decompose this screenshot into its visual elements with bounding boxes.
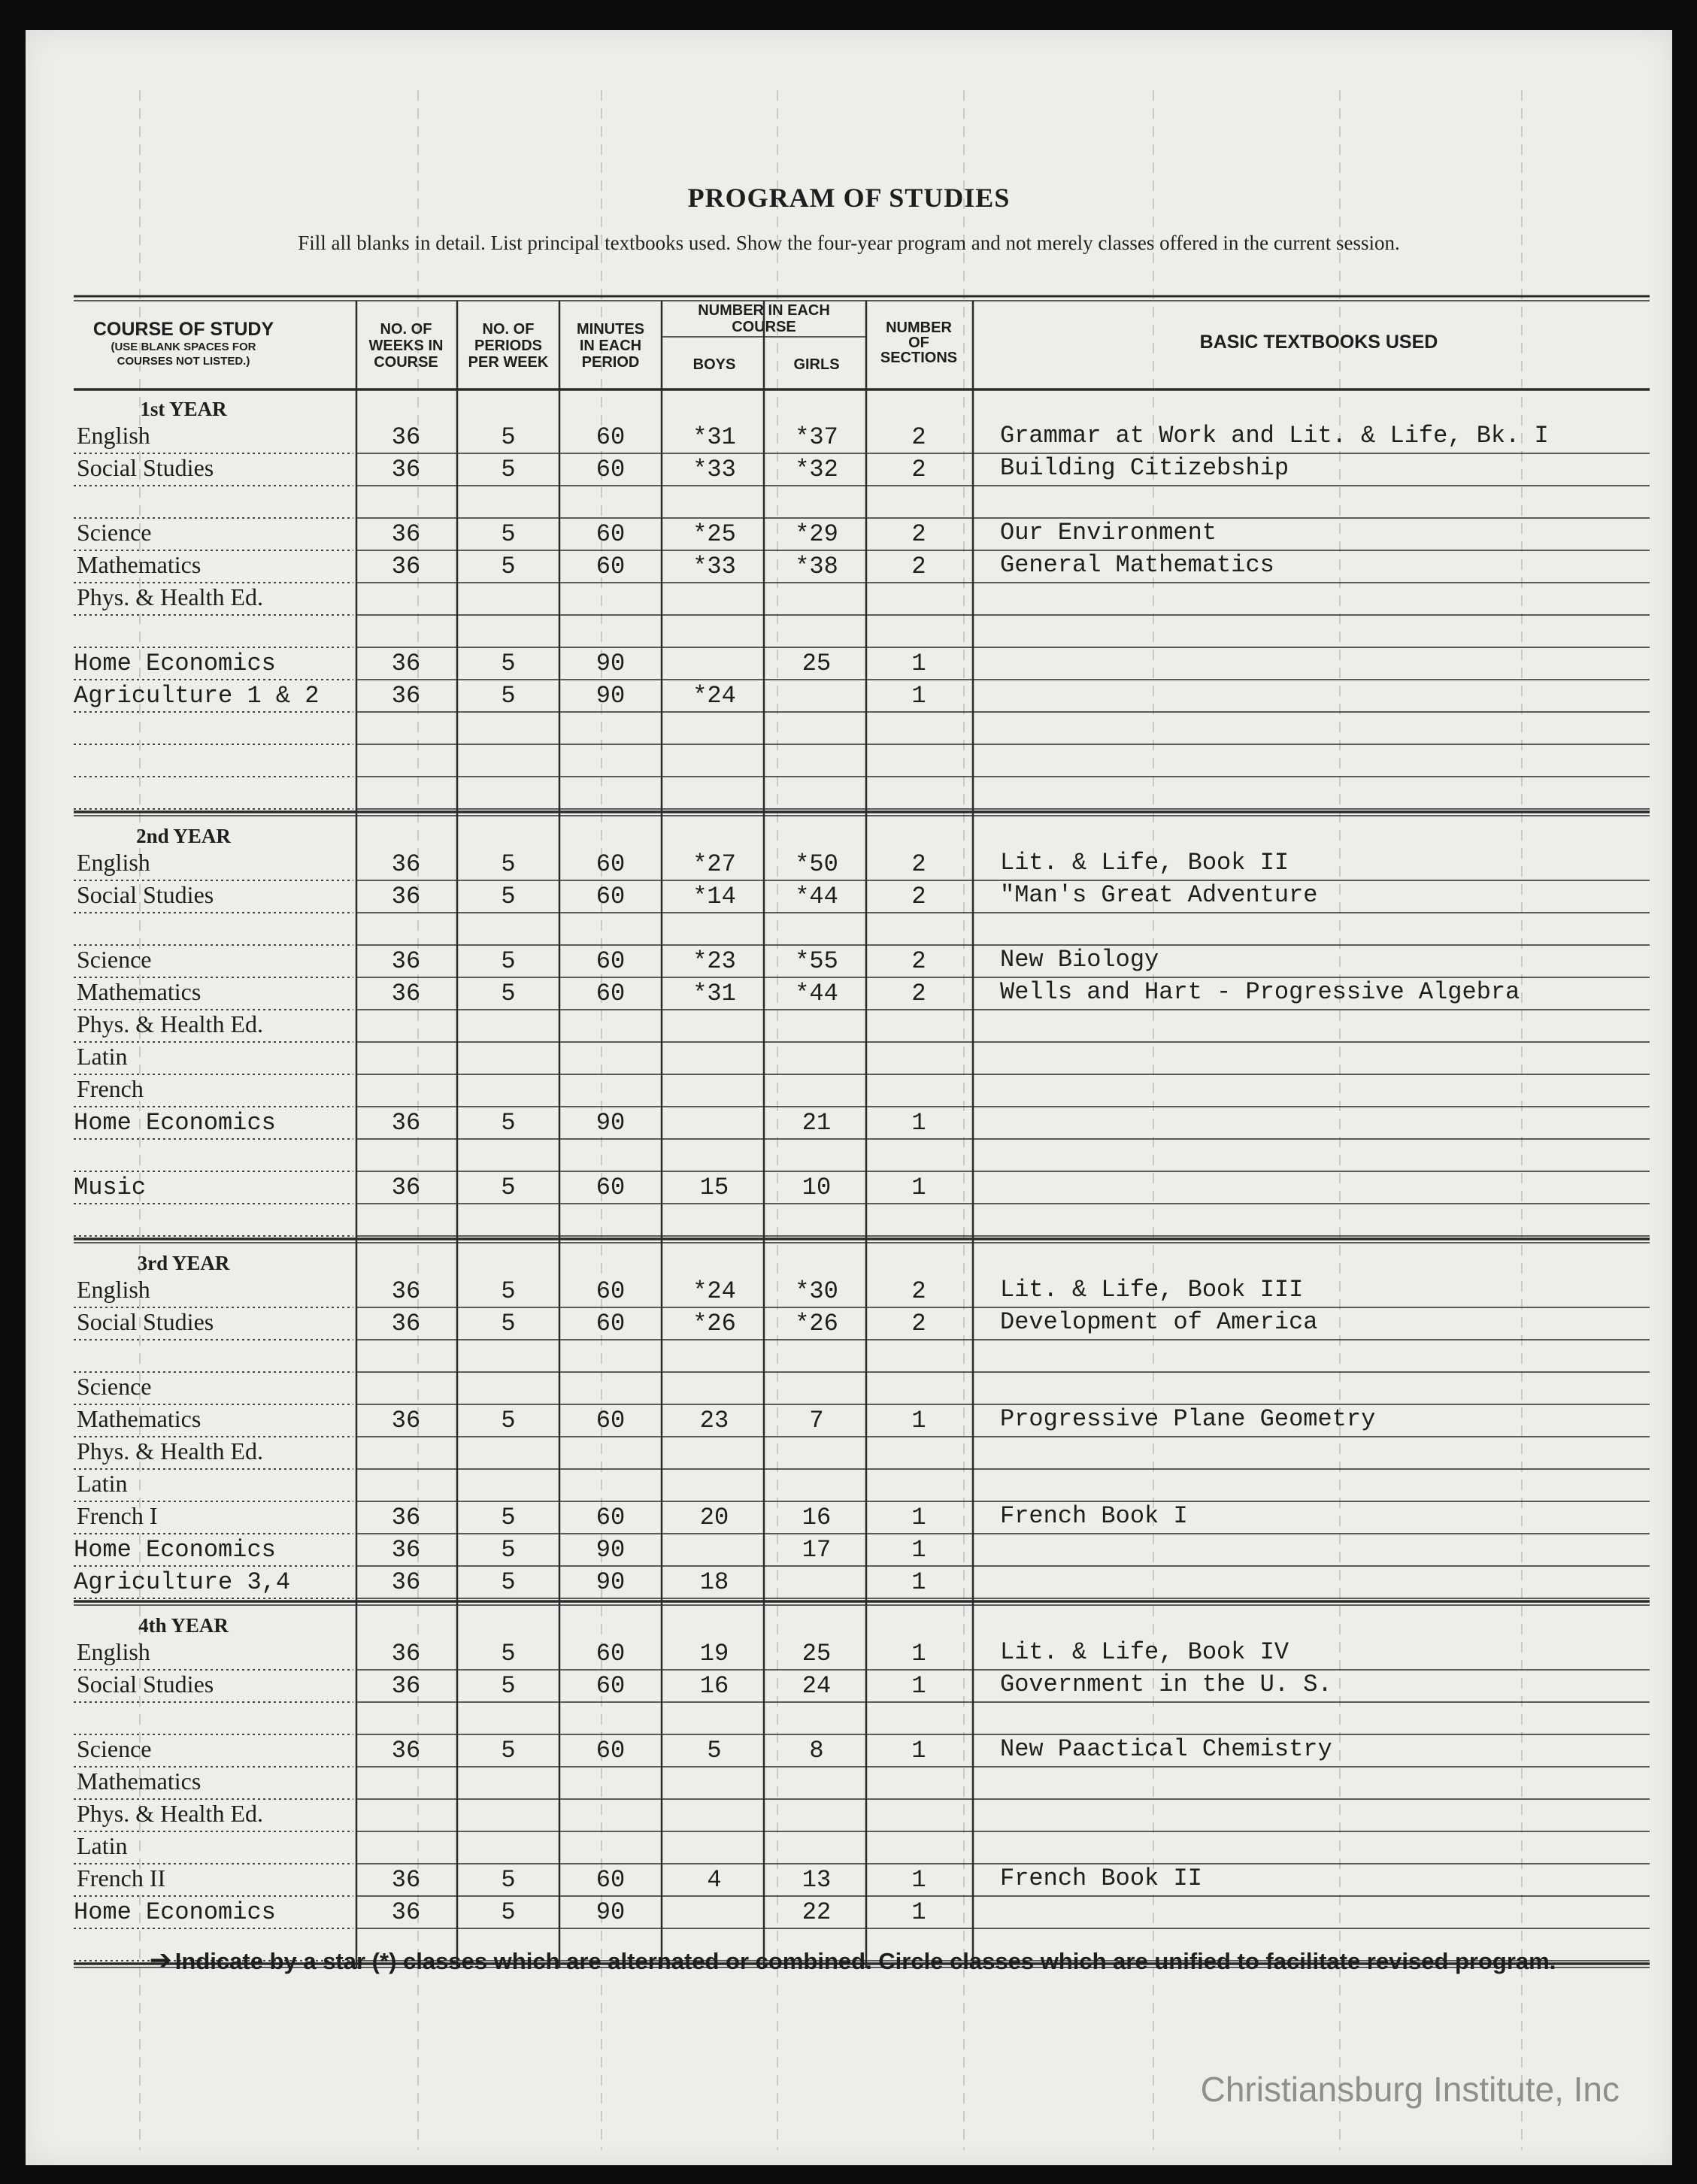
cell-textbook: Government in the U. S. bbox=[1000, 1671, 1332, 1698]
course-name-typed: Home Economics bbox=[74, 1109, 276, 1137]
cell-periods: 5 bbox=[501, 1310, 516, 1337]
cell-boys: *23 bbox=[692, 947, 736, 975]
program-table bbox=[74, 265, 1653, 1980]
cell-weeks: 36 bbox=[391, 650, 421, 677]
cell-minutes: 60 bbox=[595, 520, 626, 548]
cell-periods: 5 bbox=[501, 1737, 516, 1764]
cell-minutes: 60 bbox=[595, 1672, 626, 1700]
course-name: French II bbox=[77, 1864, 166, 1892]
table-header bbox=[93, 302, 1438, 373]
cell-girls: 22 bbox=[802, 1898, 832, 1926]
form-instructions: Fill all blanks in detail. List principal textbooks used. Show the four-year program and not merely classes offered in the current session. bbox=[298, 232, 1400, 254]
course-name: English bbox=[77, 422, 150, 449]
cell-girls: 8 bbox=[809, 1737, 824, 1764]
cell-weeks: 36 bbox=[391, 1174, 421, 1201]
cell-boys: *26 bbox=[692, 1310, 736, 1337]
col-header-periods-3: PER WEEK bbox=[468, 354, 549, 371]
cell-weeks: 36 bbox=[391, 1866, 421, 1894]
cell-boys: *31 bbox=[692, 423, 736, 451]
cell-weeks: 36 bbox=[391, 1536, 421, 1564]
col-header-weeks-3: COURSE bbox=[374, 354, 438, 371]
course-name: French bbox=[77, 1075, 144, 1102]
year-label: 3rd YEAR bbox=[137, 1252, 230, 1274]
cell-textbook: Development of America bbox=[1000, 1308, 1318, 1336]
cell-girls: *29 bbox=[795, 520, 838, 548]
cell-weeks: 36 bbox=[391, 1277, 421, 1305]
course-name-typed: Home Economics bbox=[74, 1536, 276, 1564]
cell-periods: 5 bbox=[501, 850, 516, 878]
cell-minutes: 60 bbox=[595, 553, 626, 580]
cell-periods: 5 bbox=[501, 980, 516, 1007]
cell-minutes: 60 bbox=[595, 1174, 626, 1201]
cell-boys: *14 bbox=[692, 883, 736, 910]
cell-boys: *24 bbox=[692, 682, 736, 710]
cell-boys: *33 bbox=[692, 456, 736, 483]
course-name: English bbox=[77, 1276, 150, 1303]
cell-textbook: New Paactical Chemistry bbox=[1000, 1735, 1332, 1763]
cell-textbook: General Mathematics bbox=[1000, 551, 1274, 579]
cell-minutes: 60 bbox=[595, 1737, 626, 1764]
course-name: French I bbox=[77, 1502, 158, 1529]
cell-periods: 5 bbox=[501, 1536, 516, 1564]
cell-weeks: 36 bbox=[391, 1568, 421, 1596]
cell-sections: 1 bbox=[911, 1407, 926, 1434]
cell-textbook: French Book II bbox=[1000, 1864, 1202, 1892]
arrow-right-icon: ➔ bbox=[149, 1944, 172, 1975]
course-name: Social Studies bbox=[77, 1308, 214, 1335]
cell-boys: 19 bbox=[699, 1640, 729, 1668]
cell-sections: 1 bbox=[911, 1174, 926, 1201]
cell-sections: 2 bbox=[911, 520, 926, 548]
col-header-course: COURSE OF STUDY bbox=[92, 319, 274, 340]
program-table-grid bbox=[74, 265, 1653, 1976]
cell-minutes: 60 bbox=[595, 423, 626, 451]
col-header-sections-3: SECTIONS bbox=[880, 350, 958, 366]
cell-girls: *50 bbox=[795, 850, 838, 878]
table-rules bbox=[74, 296, 1650, 1968]
course-name: Science bbox=[77, 519, 152, 546]
course-name-typed: Home Economics bbox=[74, 650, 276, 677]
cell-boys: *25 bbox=[692, 520, 736, 548]
cell-girls: 7 bbox=[809, 1407, 824, 1434]
table-body bbox=[74, 398, 1549, 1926]
cell-girls: *37 bbox=[795, 423, 838, 451]
cell-periods: 5 bbox=[501, 423, 516, 451]
col-header-textbooks: BASIC TEXTBOOKS USED bbox=[1199, 332, 1438, 353]
cell-weeks: 36 bbox=[391, 1737, 421, 1764]
cell-sections: 2 bbox=[911, 980, 926, 1007]
cell-boys: 18 bbox=[699, 1568, 729, 1596]
cell-sections: 1 bbox=[911, 682, 926, 710]
cell-girls: *38 bbox=[795, 553, 838, 580]
cell-textbook: Progressive Plane Geometry bbox=[1000, 1405, 1376, 1433]
cell-minutes: 60 bbox=[595, 883, 626, 910]
col-header-weeks-1: NO. OF bbox=[380, 321, 432, 338]
cell-periods: 5 bbox=[501, 553, 516, 580]
course-name: English bbox=[77, 1638, 150, 1665]
cell-textbook: "Man's Great Adventure bbox=[1000, 881, 1318, 909]
cell-minutes: 60 bbox=[595, 850, 626, 878]
cell-sections: 1 bbox=[911, 1109, 926, 1137]
course-name-typed: Agriculture 3,4 bbox=[74, 1568, 291, 1596]
cell-minutes: 60 bbox=[595, 1407, 626, 1434]
course-name: Social Studies bbox=[77, 454, 214, 481]
cell-boys: 23 bbox=[699, 1407, 729, 1434]
cell-periods: 5 bbox=[501, 1898, 516, 1926]
cell-boys: 16 bbox=[699, 1672, 729, 1700]
cell-textbook: New Biology bbox=[1000, 946, 1159, 974]
col-header-sections-1: NUMBER bbox=[886, 320, 952, 336]
cell-sections: 1 bbox=[911, 1866, 926, 1894]
cell-minutes: 60 bbox=[595, 1310, 626, 1337]
cell-girls: *55 bbox=[795, 947, 838, 975]
footnote-text: Indicate by a star (*) classes which are alternated or combined. Circle classes which are unified to facilitate revised program. bbox=[174, 1948, 1556, 1974]
cell-sections: 1 bbox=[911, 1568, 926, 1596]
cell-sections: 1 bbox=[911, 1640, 926, 1668]
footnote bbox=[71, 1946, 1635, 1976]
cell-minutes: 60 bbox=[595, 980, 626, 1007]
col-header-minutes-1: MINUTES bbox=[577, 321, 644, 338]
cell-girls: 10 bbox=[802, 1174, 832, 1201]
cell-periods: 5 bbox=[501, 1277, 516, 1305]
cell-weeks: 36 bbox=[391, 980, 421, 1007]
cell-textbook: French Book I bbox=[1000, 1502, 1188, 1530]
cell-boys: 4 bbox=[707, 1866, 722, 1894]
cell-minutes: 90 bbox=[595, 1109, 626, 1137]
cell-sections: 2 bbox=[911, 947, 926, 975]
col-header-course-note2: COURSES NOT LISTED.) bbox=[117, 355, 250, 368]
cell-weeks: 36 bbox=[391, 1109, 421, 1137]
cell-periods: 5 bbox=[501, 520, 516, 548]
cell-sections: 1 bbox=[911, 1898, 926, 1926]
course-name: Mathematics bbox=[77, 551, 202, 578]
cell-boys: 20 bbox=[699, 1504, 729, 1531]
cell-periods: 5 bbox=[501, 1640, 516, 1668]
course-name: Latin bbox=[77, 1470, 128, 1497]
col-header-course-note1: (USE BLANK SPACES FOR bbox=[111, 341, 256, 353]
cell-sections: 1 bbox=[911, 650, 926, 677]
cell-girls: *32 bbox=[795, 456, 838, 483]
course-name: Phys. & Health Ed. bbox=[77, 1800, 263, 1827]
cell-periods: 5 bbox=[501, 1407, 516, 1434]
course-name: Latin bbox=[77, 1832, 128, 1859]
course-name: Mathematics bbox=[77, 1405, 202, 1432]
cell-boys: 15 bbox=[699, 1174, 729, 1201]
course-name: Phys. & Health Ed. bbox=[77, 1437, 263, 1465]
cell-periods: 5 bbox=[501, 1174, 516, 1201]
cell-girls: *26 bbox=[795, 1310, 838, 1337]
cell-textbook: Our Environment bbox=[1000, 519, 1217, 547]
course-name: English bbox=[77, 849, 150, 876]
col-header-periods-1: NO. OF bbox=[482, 321, 535, 338]
col-header-boys: BOYS bbox=[692, 356, 736, 373]
cell-weeks: 36 bbox=[391, 850, 421, 878]
col-header-sections-2: OF bbox=[908, 335, 929, 351]
cell-minutes: 60 bbox=[595, 1504, 626, 1531]
cell-sections: 2 bbox=[911, 423, 926, 451]
cell-periods: 5 bbox=[501, 1866, 516, 1894]
cell-minutes: 90 bbox=[595, 1568, 626, 1596]
col-header-number-1: NUMBER IN EACH bbox=[698, 302, 830, 319]
course-name-typed: Music bbox=[74, 1174, 147, 1201]
cell-girls: 25 bbox=[802, 650, 832, 677]
cell-weeks: 36 bbox=[391, 1640, 421, 1668]
cell-sections: 2 bbox=[911, 883, 926, 910]
cell-periods: 5 bbox=[501, 883, 516, 910]
cell-sections: 2 bbox=[911, 1310, 926, 1337]
cell-weeks: 36 bbox=[391, 1672, 421, 1700]
cell-boys: *31 bbox=[692, 980, 736, 1007]
cell-weeks: 36 bbox=[391, 1898, 421, 1926]
col-header-weeks-2: WEEKS IN bbox=[368, 338, 444, 354]
cell-boys: *24 bbox=[692, 1277, 736, 1305]
course-name: Latin bbox=[77, 1043, 128, 1070]
cell-girls: 21 bbox=[802, 1109, 832, 1137]
cell-periods: 5 bbox=[501, 1672, 516, 1700]
col-header-number-2: COURSE bbox=[732, 319, 796, 335]
cell-sections: 2 bbox=[911, 850, 926, 878]
cell-boys: 5 bbox=[707, 1737, 722, 1764]
cell-minutes: 60 bbox=[595, 947, 626, 975]
cell-sections: 1 bbox=[911, 1536, 926, 1564]
cell-girls: 25 bbox=[802, 1640, 832, 1668]
col-header-minutes-2: IN EACH bbox=[579, 338, 642, 354]
cell-minutes: 60 bbox=[595, 456, 626, 483]
cell-girls: 13 bbox=[802, 1866, 832, 1894]
cell-textbook: Building Citizebship bbox=[1000, 454, 1289, 482]
course-name: Phys. & Health Ed. bbox=[77, 1010, 263, 1037]
cell-periods: 5 bbox=[501, 650, 516, 677]
cell-minutes: 90 bbox=[595, 1536, 626, 1564]
cell-textbook: Lit. & Life, Book IV bbox=[1000, 1638, 1289, 1666]
cell-textbook: Grammar at Work and Lit. & Life, Bk. I bbox=[1000, 422, 1549, 450]
cell-weeks: 36 bbox=[391, 1504, 421, 1531]
watermark: Christiansburg Institute, Inc bbox=[1200, 2070, 1620, 2109]
cell-girls: *44 bbox=[795, 980, 838, 1007]
cell-sections: 2 bbox=[911, 553, 926, 580]
cell-girls: 16 bbox=[802, 1504, 832, 1531]
year-label: 4th YEAR bbox=[138, 1614, 229, 1637]
cell-weeks: 36 bbox=[391, 456, 421, 483]
course-name: Science bbox=[77, 1735, 152, 1762]
course-name: Social Studies bbox=[77, 881, 214, 908]
cell-periods: 5 bbox=[501, 947, 516, 975]
cell-minutes: 60 bbox=[595, 1277, 626, 1305]
cell-weeks: 36 bbox=[391, 553, 421, 580]
col-header-periods-2: PERIODS bbox=[474, 338, 543, 354]
cell-girls: *44 bbox=[795, 883, 838, 910]
cell-minutes: 90 bbox=[595, 682, 626, 710]
year-label: 2nd YEAR bbox=[136, 825, 231, 847]
col-header-girls: GIRLS bbox=[793, 356, 840, 373]
cell-weeks: 36 bbox=[391, 682, 421, 710]
cell-periods: 5 bbox=[501, 682, 516, 710]
course-name-typed: Agriculture 1 & 2 bbox=[74, 682, 320, 710]
cell-textbook: Lit. & Life, Book III bbox=[1000, 1276, 1304, 1304]
cell-sections: 1 bbox=[911, 1737, 926, 1764]
form-page bbox=[26, 30, 1672, 2165]
col-header-minutes-3: PERIOD bbox=[581, 354, 640, 371]
cell-weeks: 36 bbox=[391, 1310, 421, 1337]
cell-periods: 5 bbox=[501, 1504, 516, 1531]
cell-weeks: 36 bbox=[391, 947, 421, 975]
cell-boys: *27 bbox=[692, 850, 736, 878]
cell-periods: 5 bbox=[501, 1568, 516, 1596]
cell-minutes: 60 bbox=[595, 1640, 626, 1668]
cell-minutes: 90 bbox=[595, 1898, 626, 1926]
cell-girls: *30 bbox=[795, 1277, 838, 1305]
course-name: Science bbox=[77, 946, 152, 973]
cell-weeks: 36 bbox=[391, 1407, 421, 1434]
cell-girls: 24 bbox=[802, 1672, 832, 1700]
cell-periods: 5 bbox=[501, 1109, 516, 1137]
course-name: Social Studies bbox=[77, 1671, 214, 1698]
cell-girls: 17 bbox=[802, 1536, 832, 1564]
course-name: Mathematics bbox=[77, 978, 202, 1005]
cell-sections: 2 bbox=[911, 1277, 926, 1305]
cell-minutes: 60 bbox=[595, 1866, 626, 1894]
course-name: Phys. & Health Ed. bbox=[77, 583, 263, 610]
cell-boys: *33 bbox=[692, 553, 736, 580]
cell-textbook: Wells and Hart - Progressive Algebra bbox=[1000, 978, 1520, 1006]
cell-weeks: 36 bbox=[391, 883, 421, 910]
form-title: PROGRAM OF STUDIES bbox=[687, 183, 1011, 213]
year-label: 1st YEAR bbox=[140, 398, 227, 420]
course-name: Mathematics bbox=[77, 1767, 202, 1795]
cell-minutes: 90 bbox=[595, 650, 626, 677]
cell-sections: 1 bbox=[911, 1504, 926, 1531]
cell-weeks: 36 bbox=[391, 520, 421, 548]
cell-periods: 5 bbox=[501, 456, 516, 483]
cell-sections: 2 bbox=[911, 456, 926, 483]
cell-weeks: 36 bbox=[391, 423, 421, 451]
cell-sections: 1 bbox=[911, 1672, 926, 1700]
course-name-typed: Home Economics bbox=[74, 1898, 276, 1926]
course-name: Science bbox=[77, 1373, 152, 1400]
cell-textbook: Lit. & Life, Book II bbox=[1000, 849, 1289, 877]
